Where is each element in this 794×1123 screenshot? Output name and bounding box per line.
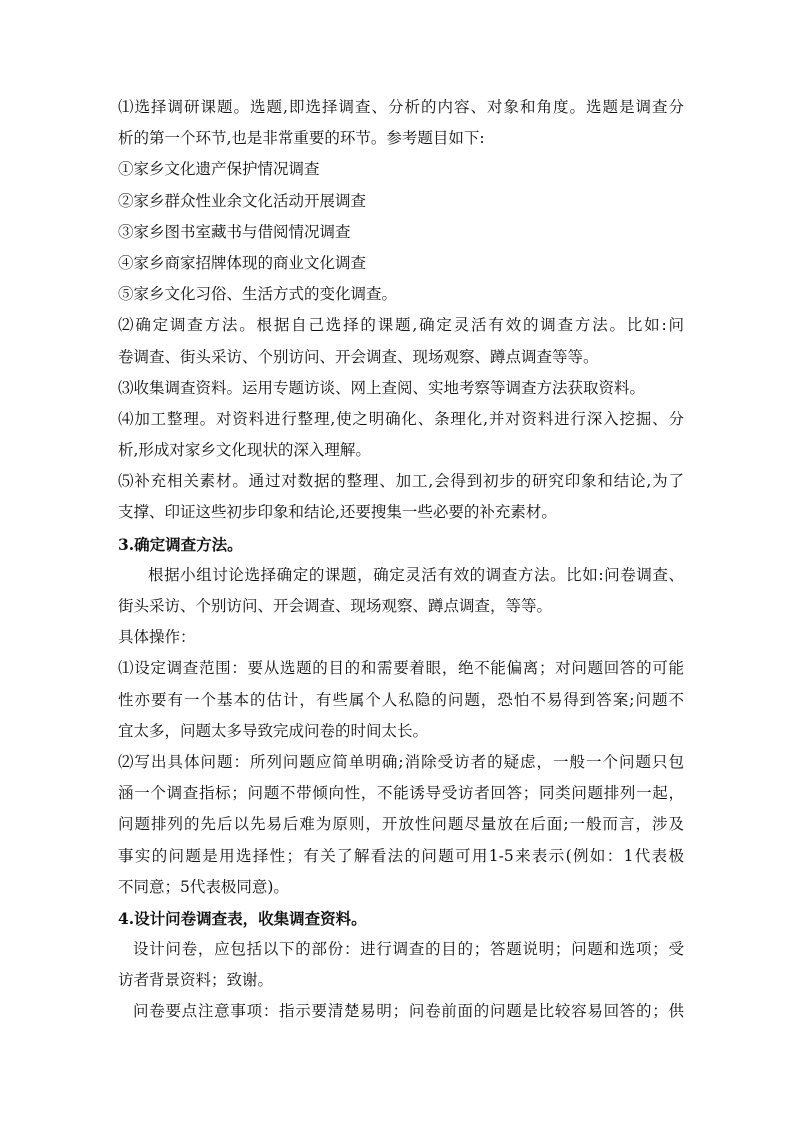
- list-item: ④家乡商家招牌体现的商业文化调查: [118, 253, 367, 272]
- paragraph-line: 支撑、印证这些初步印象和结论,还要搜集一些必要的补充素材。: [118, 503, 557, 522]
- paragraph-line: 街头采访、个别访问、开会调查、现场观察、蹲点调查，等等。: [118, 597, 553, 615]
- paragraph-line: 具体操作：: [118, 628, 196, 647]
- list-item: ①家乡文化遗产保护情况调查: [118, 160, 320, 179]
- list-item: ③家乡图书室藏书与借阅情况调查: [118, 222, 351, 241]
- paragraph-line: 设计问卷，应包括以下的部份：进行调查的目的；答题说明；问题和选项；受: [133, 940, 684, 959]
- paragraph-line: 卷调查、街头采访、个别访问、开会调查、现场观察、蹲点调查等等。: [118, 347, 599, 366]
- paragraph-line: 问卷要点注意事项：指示要清楚易明；问卷前面的问题是比较容易回答的；供: [133, 1002, 684, 1021]
- list-item: ②家乡群众性业余文化活动开展调查: [118, 191, 367, 210]
- paragraph-line: ⑴选择调研课题。选题,即选择调查、分析的内容、对象和角度。选题是调查分: [118, 98, 684, 116]
- paragraph-line: 析,形成对家乡文化现状的深入理解。: [118, 441, 371, 460]
- paragraph-line: 问题排列的先后以先易后难为原则，开放性问题尽量放在后面;一般而言，涉及: [118, 815, 684, 834]
- document-page: [118, 92, 684, 1028]
- paragraph-line: ⑵写出具体问题：所列问题应简单明确;消除受访者的疑虑，一般一个问题只包: [118, 752, 684, 771]
- paragraph-line: ⑷加工整理。对资料进行整理,使之明确化、条理化,并对资料进行深入挖掘、分: [118, 409, 684, 428]
- paragraph-line: 根据小组讨论选择确定的课题，确定灵活有效的调查方法。比如:问卷调查、: [148, 565, 684, 584]
- paragraph-line: ⑵确定调查方法。根据自己选择的课题,确定灵活有效的调查方法。比如:问: [118, 316, 684, 335]
- paragraph-line: 性亦要有一个基本的估计，有些属个人私隐的问题，恐怕不易得到答案;问题不: [118, 690, 684, 709]
- paragraph-line: ⑸补充相关素材。通过对数据的整理、加工,会得到初步的研究印象和结论,为了: [118, 472, 684, 491]
- list-item: ⑤家乡文化习俗、生活方式的变化调查。: [118, 285, 398, 304]
- section-heading: 4.设计问卷调查表，收集调查资料。: [118, 908, 367, 928]
- section-heading: 3.确定调查方法。: [118, 534, 243, 554]
- paragraph-line: 宜太多，问题太多导致完成问卷的时间太长。: [118, 721, 429, 740]
- paragraph-line: 涵一个调查指标；问题不带倾向性，不能诱导受访者回答；同类问题排列一起，: [118, 784, 684, 803]
- paragraph-line: 析的第一个环节,也是非常重要的环节。参考题目如下:: [118, 129, 485, 148]
- paragraph-line: ⑶收集调查资料。运用专题访谈、网上查阅、实地考察等调查方法获取资料。: [118, 378, 646, 397]
- paragraph-line: 不同意；5代表极同意)。: [118, 877, 289, 896]
- paragraph-line: 访者背景资料；致谢。: [118, 971, 274, 990]
- paragraph-line: 事实的问题是用选择性；有关了解看法的问题可用1-5来表示(例如：1代表极: [118, 846, 684, 865]
- paragraph-line: ⑴设定调查范围：要从选题的目的和需要着眼，绝不能偏离；对问题回答的可能: [118, 659, 684, 678]
